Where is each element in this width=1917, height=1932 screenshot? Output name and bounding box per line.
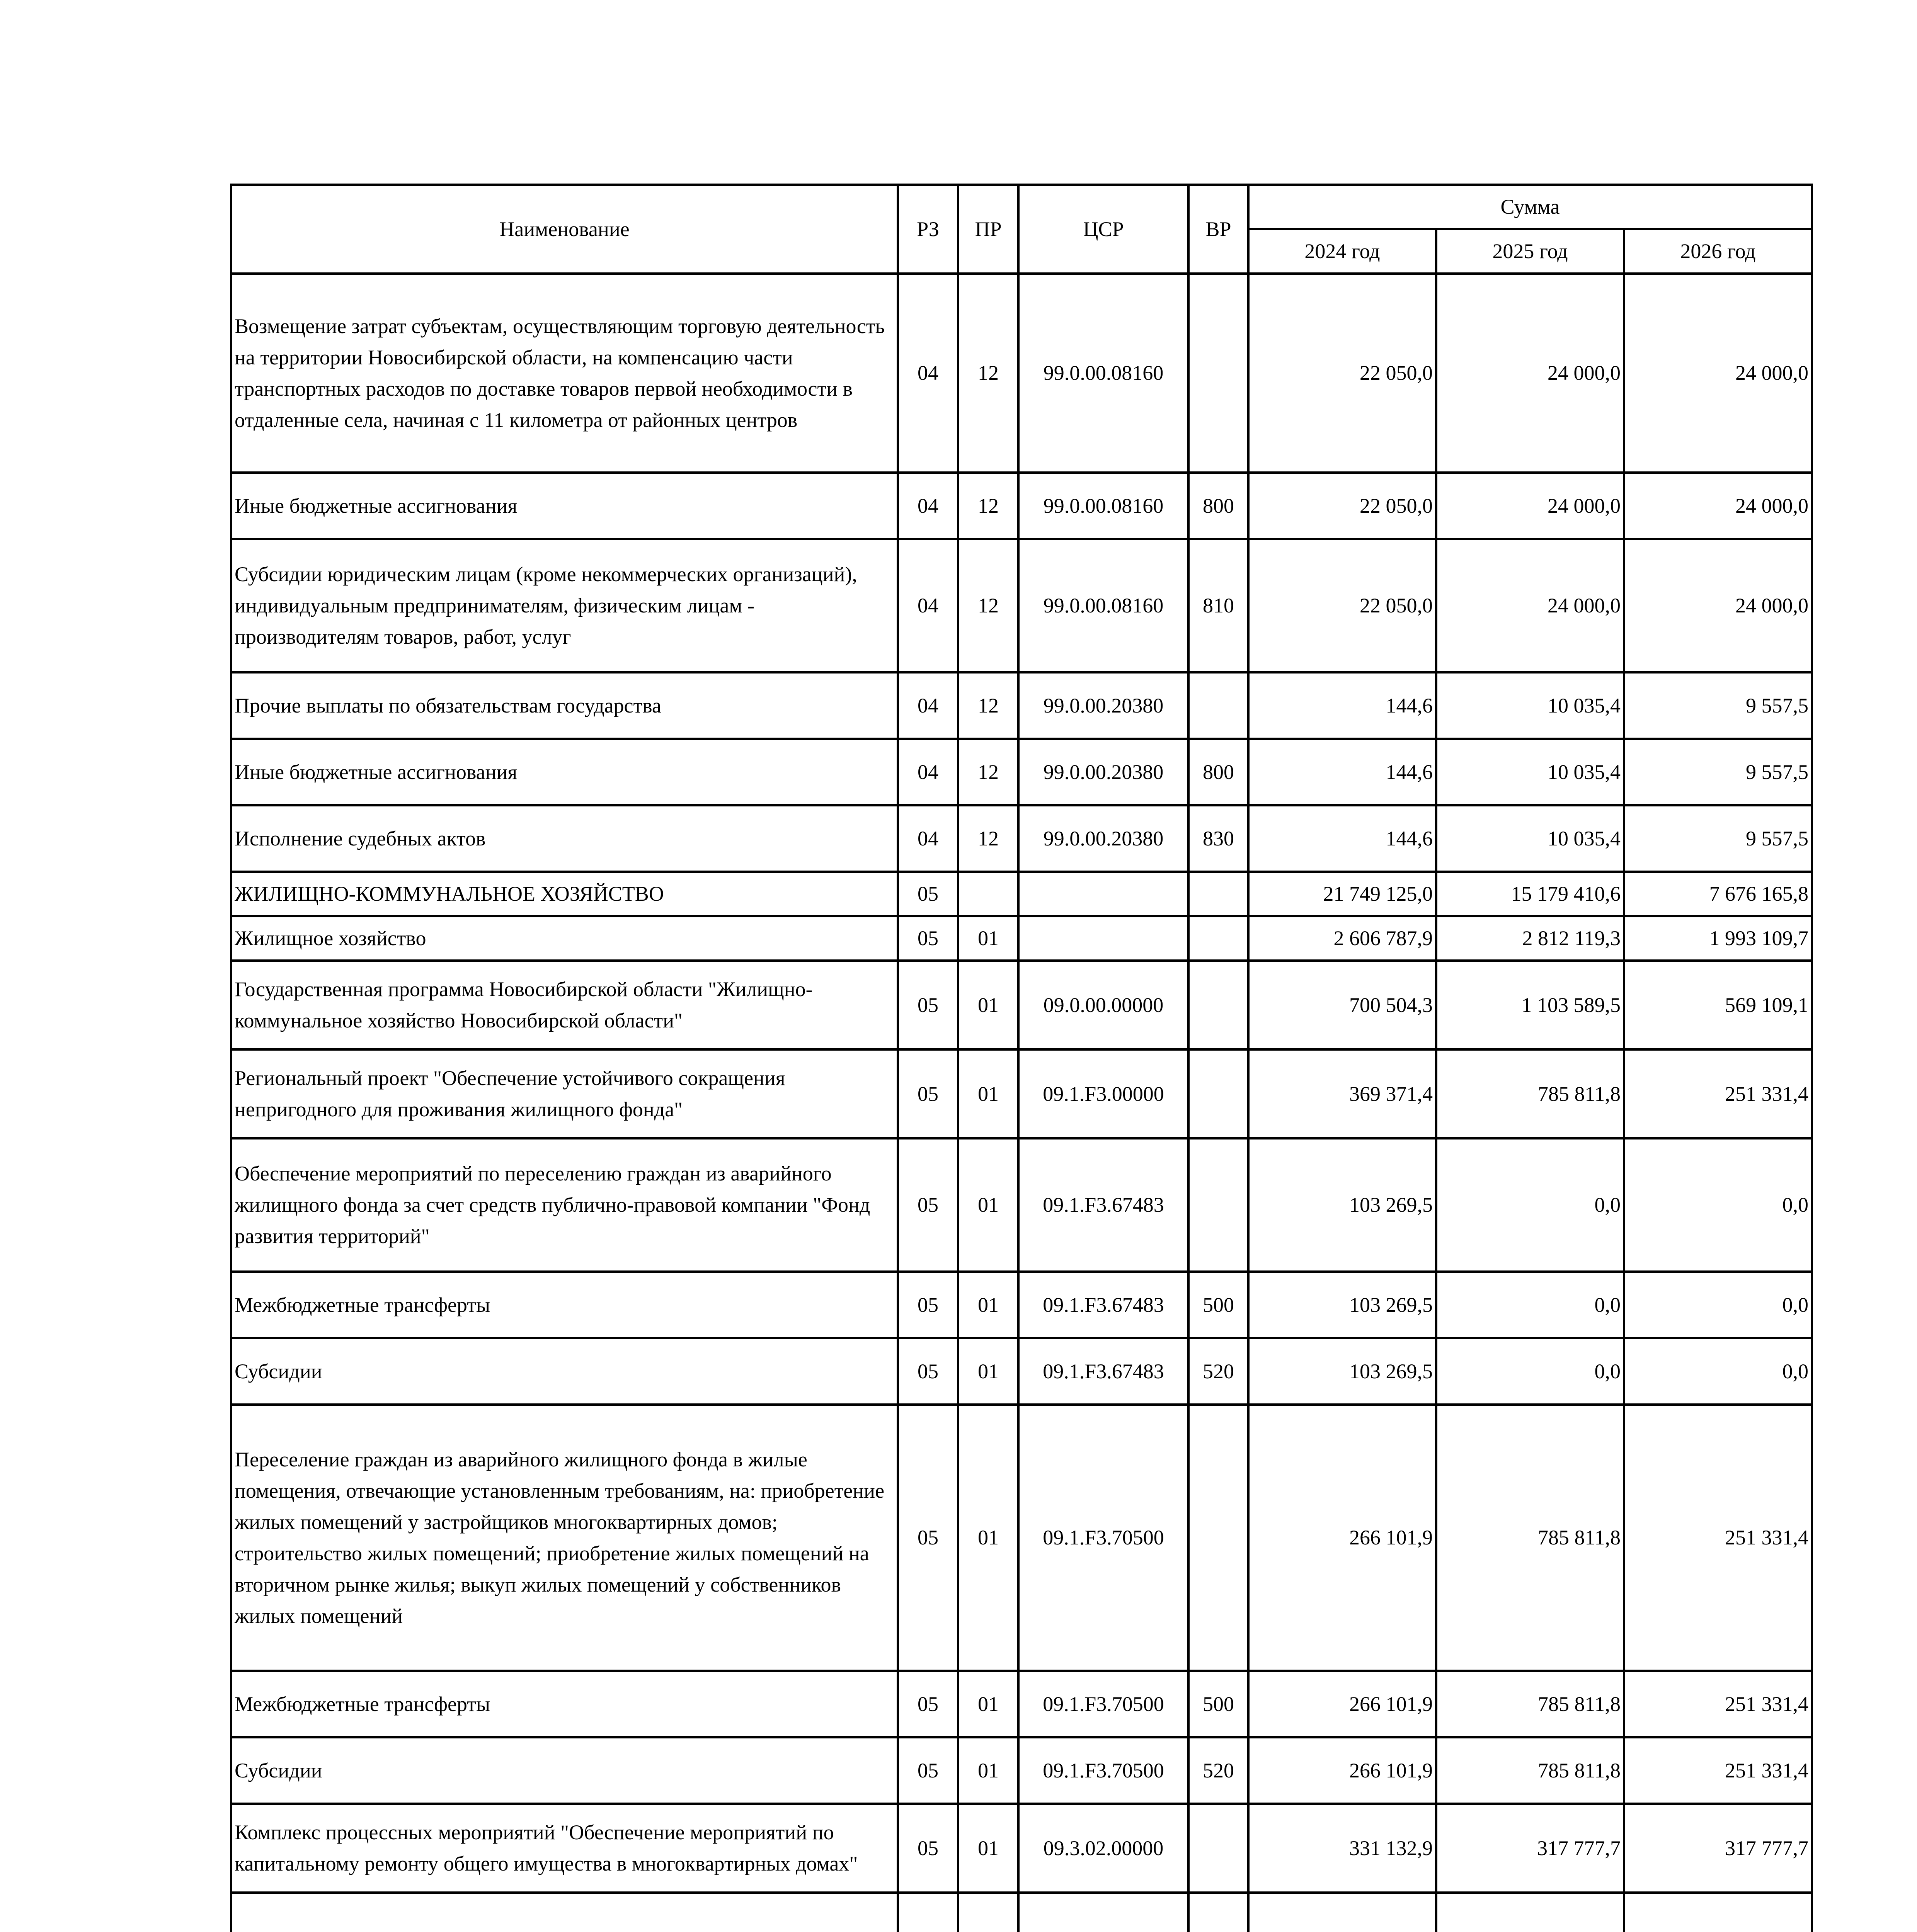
cell-pr	[958, 1893, 1018, 1932]
table-row	[231, 961, 1812, 1049]
header-name: Наименование	[231, 185, 898, 274]
cell-amount-2025: 785 811,8	[1436, 1049, 1624, 1138]
cell-amount-2024: 21 749 125,0	[1248, 872, 1436, 916]
cell-rz: 04	[898, 539, 958, 672]
cell-rz: 05	[898, 872, 958, 916]
table-row	[231, 539, 1812, 672]
cell-csr: 09.0.00.00000	[1018, 961, 1188, 1049]
cell-rz: 04	[898, 805, 958, 872]
cell-amount-2025: 0,0	[1436, 1338, 1624, 1405]
cell-pr: 12	[958, 739, 1018, 805]
cell-rz: 05	[898, 916, 958, 961]
cell-csr: 09.1.F3.70500	[1018, 1405, 1188, 1671]
cell-amount-2024	[1248, 1893, 1436, 1932]
cell-amount-2025: 24 000,0	[1436, 539, 1624, 672]
table-row	[231, 473, 1812, 539]
cell-vr: 500	[1188, 1272, 1248, 1338]
cell-vr	[1188, 1804, 1248, 1893]
cell-name: Иные бюджетные ассигнования	[231, 739, 898, 805]
cell-name: Жилищное хозяйство	[231, 916, 898, 961]
cell-pr: 01	[958, 1405, 1018, 1671]
cell-name: Переселение граждан из аварийного жилищного фонда в жилые помещения, отвечающие установленным требованиям, на: приобретение жилых помещений у застройщиков многоквартирных домов; строительство жилых помещений; приобретение жилых помещений на вторичном рынке жилья; выкуп жилых помещений у собственников жилых помещений	[231, 1405, 898, 1671]
cell-amount-2025	[1436, 1893, 1624, 1932]
cell-pr: 01	[958, 1804, 1018, 1893]
cell-pr: 01	[958, 1049, 1018, 1138]
table-row	[231, 805, 1812, 872]
cell-amount-2024: 331 132,9	[1248, 1804, 1436, 1893]
cell-vr	[1188, 872, 1248, 916]
table-body	[231, 274, 1812, 1932]
cell-csr: 09.3.02.00000	[1018, 1804, 1188, 1893]
cell-pr: 12	[958, 672, 1018, 739]
cell-amount-2024: 266 101,9	[1248, 1405, 1436, 1671]
cell-csr	[1018, 1893, 1188, 1932]
cell-name: Межбюджетные трансферты	[231, 1671, 898, 1737]
cell-amount-2026: 0,0	[1624, 1138, 1812, 1272]
cell-amount-2025: 10 035,4	[1436, 805, 1624, 872]
cell-pr: 12	[958, 473, 1018, 539]
cell-rz: 05	[898, 961, 958, 1049]
cell-csr: 99.0.00.20380	[1018, 805, 1188, 872]
cell-amount-2024: 2 606 787,9	[1248, 916, 1436, 961]
cell-amount-2026: 251 331,4	[1624, 1671, 1812, 1737]
cell-vr	[1188, 274, 1248, 473]
cell-csr: 09.1.F3.00000	[1018, 1049, 1188, 1138]
cell-name: Обеспечение мероприятий по переселению граждан из аварийного жилищного фонда за счет средств публично-правовой компании "Фонд развития территорий"	[231, 1138, 898, 1272]
cell-name: Государственная программа Новосибирской области "Жилищно-коммунальное хозяйство Новосибирской области"	[231, 961, 898, 1049]
cell-vr	[1188, 916, 1248, 961]
cell-name: Иные бюджетные ассигнования	[231, 473, 898, 539]
cell-amount-2026: 251 331,4	[1624, 1405, 1812, 1671]
cell-pr: 01	[958, 1671, 1018, 1737]
cell-amount-2024: 266 101,9	[1248, 1671, 1436, 1737]
table-row	[231, 1049, 1812, 1138]
cell-rz: 04	[898, 672, 958, 739]
cell-amount-2026: 9 557,5	[1624, 805, 1812, 872]
cell-csr: 09.1.F3.67483	[1018, 1338, 1188, 1405]
cell-name: Субсидии	[231, 1737, 898, 1804]
cell-amount-2026: 24 000,0	[1624, 473, 1812, 539]
cell-csr: 09.1.F3.67483	[1018, 1272, 1188, 1338]
cell-csr	[1018, 916, 1188, 961]
table-row	[231, 1671, 1812, 1737]
cell-rz: 05	[898, 1338, 958, 1405]
header-year-2025: 2025 год	[1436, 229, 1624, 274]
cell-amount-2025: 2 812 119,3	[1436, 916, 1624, 961]
cell-rz: 04	[898, 473, 958, 539]
cell-amount-2026: 0,0	[1624, 1338, 1812, 1405]
cell-amount-2024: 369 371,4	[1248, 1049, 1436, 1138]
cell-vr	[1188, 672, 1248, 739]
cell-rz	[898, 1893, 958, 1932]
cell-pr: 12	[958, 539, 1018, 672]
cell-csr: 99.0.00.20380	[1018, 739, 1188, 805]
cell-vr: 800	[1188, 473, 1248, 539]
cell-csr: 99.0.00.08160	[1018, 274, 1188, 473]
cell-amount-2024: 144,6	[1248, 672, 1436, 739]
header-year-2026: 2026 год	[1624, 229, 1812, 274]
cell-amount-2024: 103 269,5	[1248, 1272, 1436, 1338]
cell-vr: 810	[1188, 539, 1248, 672]
cell-name: Прочие выплаты по обязательствам государства	[231, 672, 898, 739]
cell-rz: 05	[898, 1737, 958, 1804]
cell-name: ЖИЛИЩНО-КОММУНАЛЬНОЕ ХОЗЯЙСТВО	[231, 872, 898, 916]
cell-name: Региональный проект "Обеспечение устойчивого сокращения непригодного для проживания жилищного фонда"	[231, 1049, 898, 1138]
cell-amount-2026: 251 331,4	[1624, 1049, 1812, 1138]
cell-rz: 05	[898, 1049, 958, 1138]
cell-vr: 520	[1188, 1338, 1248, 1405]
cell-amount-2024: 103 269,5	[1248, 1338, 1436, 1405]
cell-amount-2026: 7 676 165,8	[1624, 872, 1812, 916]
cell-vr: 520	[1188, 1737, 1248, 1804]
table-row	[231, 1893, 1812, 1932]
cell-name: Субсидии	[231, 1338, 898, 1405]
cell-amount-2025: 785 811,8	[1436, 1405, 1624, 1671]
cell-pr: 01	[958, 1138, 1018, 1272]
cell-amount-2024: 22 050,0	[1248, 274, 1436, 473]
header-rz: РЗ	[898, 185, 958, 274]
cell-csr: 99.0.00.08160	[1018, 539, 1188, 672]
cell-amount-2025: 785 811,8	[1436, 1737, 1624, 1804]
cell-amount-2025: 10 035,4	[1436, 672, 1624, 739]
cell-name: Субсидии юридическим лицам (кроме некоммерческих организаций), индивидуальным предпринимателям, физическим лицам - производителям товаров, работ, услуг	[231, 539, 898, 672]
budget-table	[230, 184, 1813, 1932]
cell-pr: 01	[958, 1338, 1018, 1405]
cell-pr: 12	[958, 274, 1018, 473]
cell-rz: 05	[898, 1272, 958, 1338]
cell-amount-2024: 266 101,9	[1248, 1737, 1436, 1804]
cell-rz: 04	[898, 739, 958, 805]
header-vr: ВР	[1188, 185, 1248, 274]
cell-rz: 05	[898, 1405, 958, 1671]
cell-amount-2025: 0,0	[1436, 1138, 1624, 1272]
cell-csr: 09.1.F3.70500	[1018, 1671, 1188, 1737]
cell-rz: 04	[898, 274, 958, 473]
cell-amount-2025: 15 179 410,6	[1436, 872, 1624, 916]
table-row	[231, 1737, 1812, 1804]
cell-amount-2024: 22 050,0	[1248, 473, 1436, 539]
cell-vr	[1188, 1893, 1248, 1932]
cell-amount-2026: 24 000,0	[1624, 274, 1812, 473]
cell-amount-2026: 317 777,7	[1624, 1804, 1812, 1893]
cell-amount-2026: 9 557,5	[1624, 672, 1812, 739]
cell-pr: 01	[958, 916, 1018, 961]
table-row	[231, 1272, 1812, 1338]
cell-amount-2026: 569 109,1	[1624, 961, 1812, 1049]
header-year-2024: 2024 год	[1248, 229, 1436, 274]
table-row	[231, 1138, 1812, 1272]
cell-rz: 05	[898, 1671, 958, 1737]
cell-amount-2026: 0,0	[1624, 1272, 1812, 1338]
cell-pr: 01	[958, 961, 1018, 1049]
cell-pr	[958, 872, 1018, 916]
cell-pr: 12	[958, 805, 1018, 872]
cell-pr: 01	[958, 1737, 1018, 1804]
cell-amount-2024: 103 269,5	[1248, 1138, 1436, 1272]
table-row	[231, 1804, 1812, 1893]
cell-amount-2026	[1624, 1893, 1812, 1932]
cell-amount-2026: 251 331,4	[1624, 1737, 1812, 1804]
cell-rz: 05	[898, 1138, 958, 1272]
table-row	[231, 1405, 1812, 1671]
cell-amount-2025: 24 000,0	[1436, 473, 1624, 539]
cell-name: Возмещение затрат субъектам, осуществляющим торговую деятельность на территории Новосибирской области, на компенсацию части транспортных расходов по доставке товаров первой необходимости в отдаленные села, начиная с 11 километра от районных центров	[231, 274, 898, 473]
cell-amount-2024: 144,6	[1248, 805, 1436, 872]
cell-csr: 99.0.00.08160	[1018, 473, 1188, 539]
cell-csr: 09.1.F3.70500	[1018, 1737, 1188, 1804]
cell-amount-2024: 22 050,0	[1248, 539, 1436, 672]
cell-amount-2026: 24 000,0	[1624, 539, 1812, 672]
table-row	[231, 916, 1812, 961]
cell-amount-2025: 1 103 589,5	[1436, 961, 1624, 1049]
cell-name: Комплекс процессных мероприятий "Обеспечение мероприятий по капитальному ремонту общего имущества в многоквартирных домах"	[231, 1804, 898, 1893]
table-row	[231, 672, 1812, 739]
table-row	[231, 274, 1812, 473]
cell-amount-2025: 0,0	[1436, 1272, 1624, 1338]
cell-rz: 05	[898, 1804, 958, 1893]
cell-csr	[1018, 872, 1188, 916]
cell-csr: 09.1.F3.67483	[1018, 1138, 1188, 1272]
cell-amount-2024: 700 504,3	[1248, 961, 1436, 1049]
table-row	[231, 1338, 1812, 1405]
cell-name: Исполнение судебных актов	[231, 805, 898, 872]
cell-vr	[1188, 1138, 1248, 1272]
cell-name	[231, 1893, 898, 1932]
cell-amount-2026: 9 557,5	[1624, 739, 1812, 805]
cell-pr: 01	[958, 1272, 1018, 1338]
header-sum: Сумма	[1248, 185, 1812, 229]
cell-amount-2025: 10 035,4	[1436, 739, 1624, 805]
cell-amount-2026: 1 993 109,7	[1624, 916, 1812, 961]
cell-amount-2025: 785 811,8	[1436, 1671, 1624, 1737]
header-csr: ЦСР	[1018, 185, 1188, 274]
cell-name: Межбюджетные трансферты	[231, 1272, 898, 1338]
table-row	[231, 872, 1812, 916]
header-pr: ПР	[958, 185, 1018, 274]
cell-amount-2024: 144,6	[1248, 739, 1436, 805]
cell-vr	[1188, 1405, 1248, 1671]
table-row	[231, 739, 1812, 805]
cell-amount-2025: 24 000,0	[1436, 274, 1624, 473]
cell-csr: 99.0.00.20380	[1018, 672, 1188, 739]
cell-vr: 500	[1188, 1671, 1248, 1737]
cell-vr: 830	[1188, 805, 1248, 872]
cell-vr	[1188, 961, 1248, 1049]
cell-amount-2025: 317 777,7	[1436, 1804, 1624, 1893]
cell-vr: 800	[1188, 739, 1248, 805]
cell-vr	[1188, 1049, 1248, 1138]
